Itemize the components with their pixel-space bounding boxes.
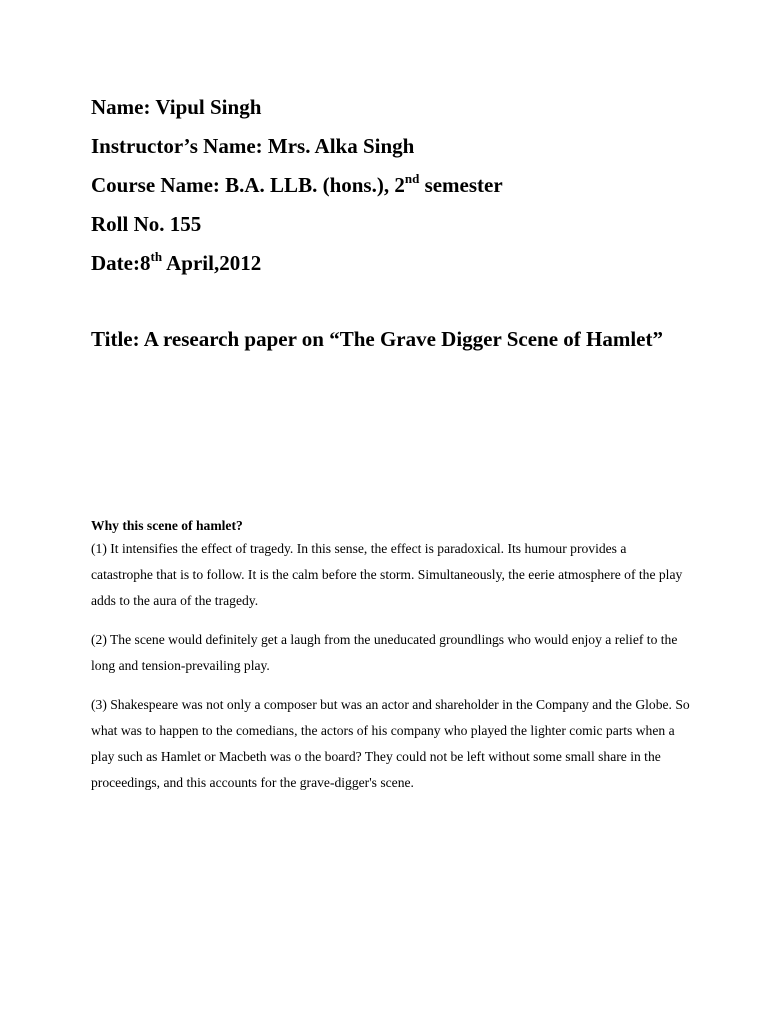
paragraph-1: (1) It intensifies the effect of tragedy. In this sense, the effect is paradoxical. Its humour provides a catastrophe that is to follow. It is the calm before the storm. Simultaneously, the eerie atmosphere of the play adds to the aura of the tragedy. xyxy=(91,541,683,608)
paragraph-3: (3) Shakespeare was not only a composer but was an actor and shareholder in the Company and the Globe. So what was to happen to the comedians, the actors of his company who played the lighter comic parts when a play such as Hamlet or Macbeth was o the board? They could not be left without some small share in the proceedings, and this accounts for the grave-digger's scene. xyxy=(91,697,690,790)
roll-number: Roll No. 155 xyxy=(91,212,202,236)
student-name: Name: Vipul Singh xyxy=(91,95,262,119)
course-name xyxy=(91,166,711,205)
course-ordinal-suffix: nd xyxy=(404,171,420,186)
course-name-text: Course Name: B.A. LLB. (hons.), 2 xyxy=(91,173,405,197)
document-body xyxy=(91,516,691,809)
date-month-year: April,2012 xyxy=(162,251,262,275)
paragraph-2: (2) The scene would definitely get a laugh from the uneducated groundlings who would enjoy a relief to the long and tension-prevailing play. xyxy=(91,632,678,673)
course-name-semester: semester xyxy=(419,173,503,197)
paper-title: Title: A research paper on “The Grave Digger Scene of Hamlet” xyxy=(91,327,663,351)
instructor-name: Instructor’s Name: Mrs. Alka Singh xyxy=(91,134,415,158)
submission-date xyxy=(91,244,711,283)
date-text: Date:8 xyxy=(91,251,151,275)
section-heading: Why this scene of hamlet? xyxy=(91,518,243,533)
document-header xyxy=(91,88,711,283)
date-ordinal-suffix: th xyxy=(150,249,163,264)
